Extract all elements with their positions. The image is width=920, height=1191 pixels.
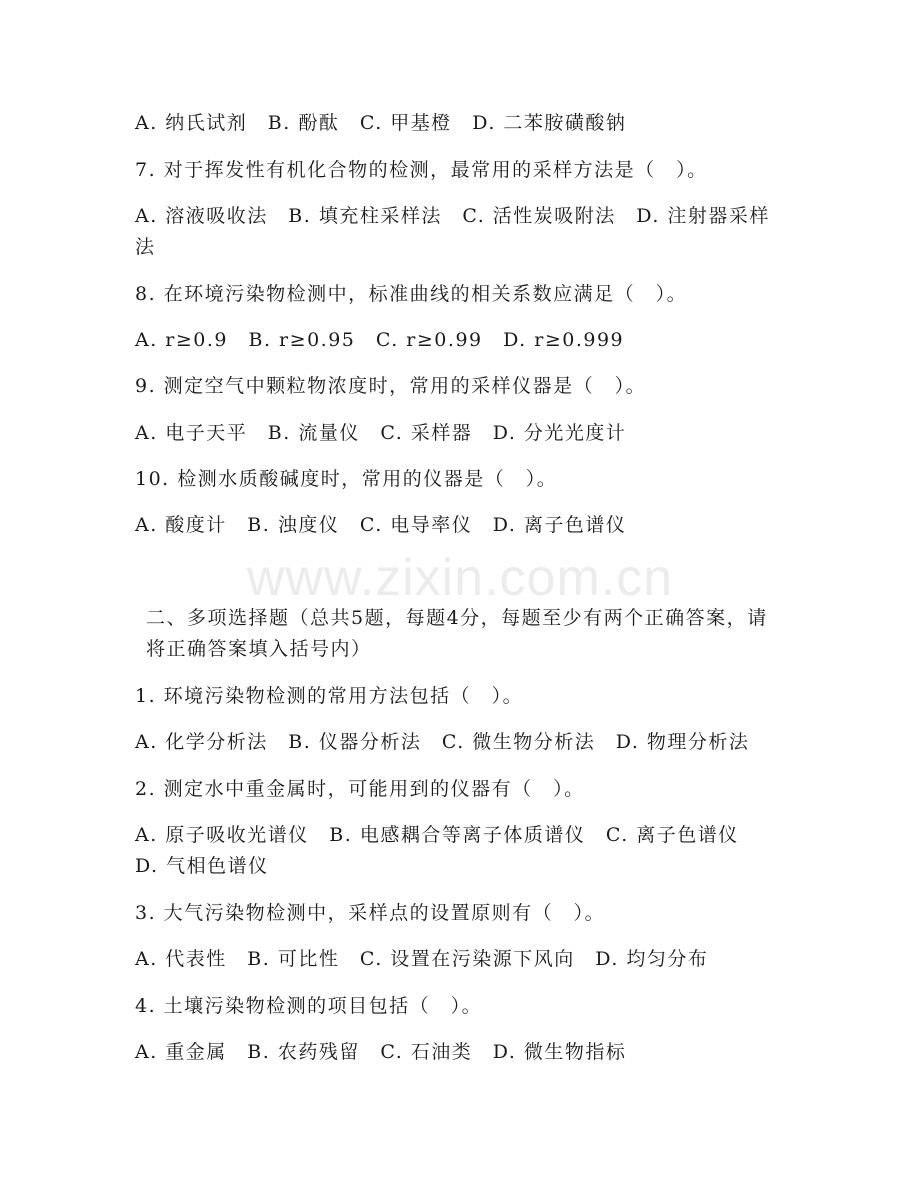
q6-options: A. 纳氏试剂 B. 酚酞 C. 甲基橙 D. 二苯胺磺酸钠 (135, 112, 627, 134)
q9-options: A. 电子天平 B. 流量仪 C. 采样器 D. 分光光度计 (135, 422, 627, 444)
q8-question: 8. 在环境污染物检测中，标准曲线的相关系数应满足（ ）。 (135, 283, 688, 305)
m4-question: 4. 土壤污染物检测的项目包括（ ）。 (135, 995, 483, 1017)
m4-options: A. 重金属 B. 农药残留 C. 石油类 D. 微生物指标 (135, 1041, 627, 1063)
q8-options: A. r≥0.9 B. r≥0.95 C. r≥0.99 D. r≥0.999 (135, 329, 625, 351)
m2-question: 2. 测定水中重金属时，可能用到的仪器有（ ）。 (135, 778, 585, 800)
q7-options: A. 溶液吸收法 B. 填充柱采样法 C. 活性炭吸附法 D. 注射器采样法 (135, 205, 770, 258)
q10-question: 10. 检测水质酸碱度时，常用的仪器是（ ）。 (135, 468, 558, 490)
m3-options: A. 代表性 B. 可比性 C. 设置在污染源下风向 D. 均匀分布 (135, 948, 709, 970)
watermark: www.zixin.com.cn (246, 549, 674, 607)
q9-question: 9. 测定空气中颗粒物浓度时，常用的采样仪器是（ ）。 (135, 375, 647, 397)
m1-options: A. 化学分析法 B. 仪器分析法 C. 微生物分析法 D. 物理分析法 (135, 731, 750, 753)
q7-question: 7. 对于挥发性有机化合物的检测，最常用的采样方法是（ ）。 (135, 159, 708, 181)
section-heading-multiple-choice: 二、多项选择题（总共5题，每题4分，每题至少有两个正确答案，请将正确答案填入括号内） (146, 607, 768, 660)
m3-question: 3. 大气污染物检测中，采样点的设置原则有（ ）。 (135, 902, 606, 924)
m1-question: 1. 环境污染物检测的常用方法包括（ ）。 (135, 685, 524, 707)
m2-options: A. 原子吸收光谱仪 B. 电感耦合等离子体质谱仪 C. 离子色谱仪 D. 气相色谱仪 (135, 824, 760, 877)
q10-options: A. 酸度计 B. 浊度仪 C. 电导率仪 D. 离子色谱仪 (135, 514, 627, 536)
